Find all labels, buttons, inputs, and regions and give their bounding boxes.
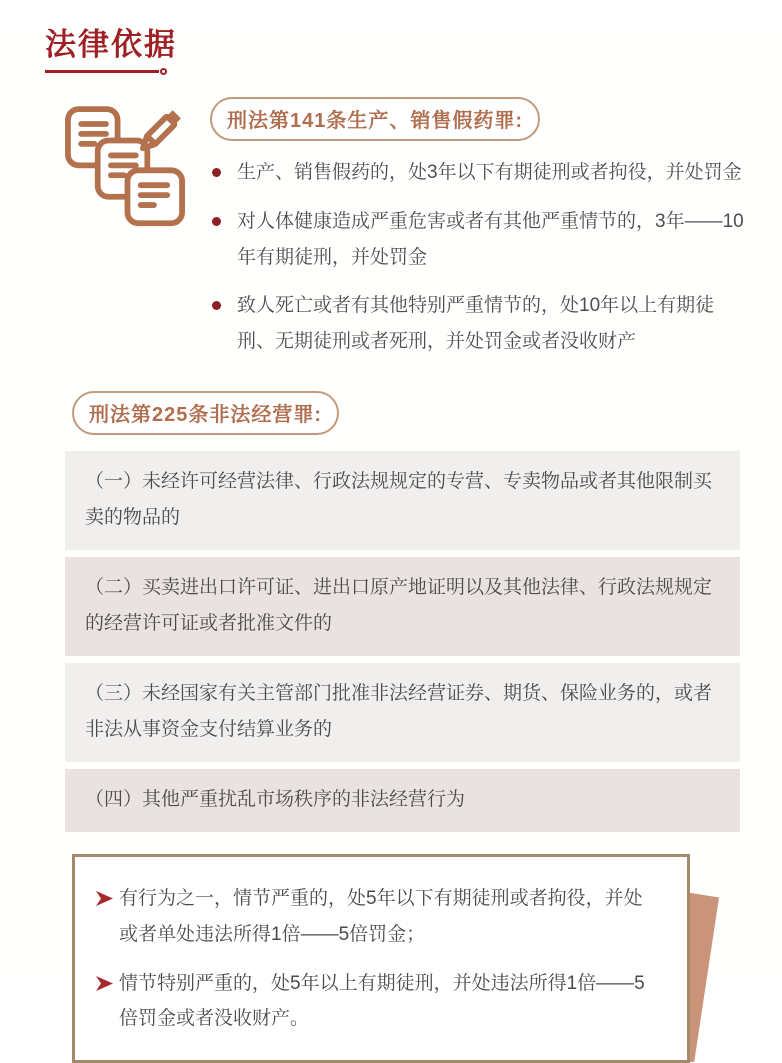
list-item bbox=[65, 663, 740, 762]
page-title: 法律依据 bbox=[45, 27, 177, 62]
list-item-text: （一）未经许可经营法律、行政法规规定的专营、专卖物品或者其他限制买卖的物品的 bbox=[85, 470, 713, 528]
arrow-right-icon bbox=[95, 966, 119, 1036]
penalty-box bbox=[72, 854, 690, 1063]
underline-end-ring bbox=[160, 68, 167, 75]
article-141-content bbox=[210, 97, 750, 373]
bullet-text: 对人体健康造成严重危害或者有其他严重情节的，3年——10年有期徒刑，并处罚金 bbox=[237, 210, 744, 268]
title-underline bbox=[45, 68, 167, 75]
section-article-225 bbox=[72, 391, 782, 833]
offense-list bbox=[65, 451, 740, 833]
list-item bbox=[65, 769, 740, 832]
penalty-text: 有行为之一，情节严重的，处5年以下有期徒刑或者拘役，并处或者单处违法所得1倍——5倍罚金； bbox=[119, 888, 643, 945]
article-225-label: 刑法第225条非法经营罪: bbox=[72, 391, 339, 435]
underline-rule bbox=[45, 70, 159, 73]
list-item-text: （三）未经国家有关主管部门批准非法经营证券、期货、保险业务的，或者非法从事资金支付结算业务的 bbox=[85, 683, 713, 741]
article-141-label: 刑法第141条生产、销售假药罪: bbox=[210, 97, 540, 141]
penalty-section bbox=[72, 854, 690, 1063]
bullet-item bbox=[210, 288, 750, 359]
title-block bbox=[45, 26, 782, 75]
bullet-dot-icon bbox=[212, 168, 221, 177]
penalty-text: 情节特别严重的，处5年以上有期徒刑，并处违法所得1倍——5倍罚金或者没收财产。 bbox=[119, 972, 645, 1029]
article-141-bullet-list bbox=[210, 155, 750, 360]
penalty-item bbox=[95, 966, 661, 1036]
corner-wedge-decoration bbox=[688, 892, 719, 1062]
documents-with-pen-icon bbox=[58, 103, 192, 231]
infographic-page bbox=[0, 26, 782, 1029]
list-item-text: （四）其他严重扰乱市场秩序的非法经营行为 bbox=[85, 789, 466, 811]
list-item bbox=[65, 451, 740, 550]
bullet-text: 生产、销售假药的，处3年以下有期徒刑或者拘役，并处罚金 bbox=[237, 162, 742, 184]
section-article-141 bbox=[58, 97, 782, 373]
bullet-dot-icon bbox=[212, 217, 221, 226]
penalty-item bbox=[95, 881, 661, 951]
bullet-item bbox=[210, 155, 750, 191]
bullet-dot-icon bbox=[212, 301, 221, 310]
bullet-item bbox=[210, 204, 750, 275]
list-item bbox=[65, 557, 740, 656]
bullet-text: 致人死亡或者有其他特别严重情节的，处10年以上有期徒刑、无期徒刑或者死刑，并处罚金或者没收财产 bbox=[237, 295, 715, 353]
arrow-right-icon bbox=[95, 881, 119, 951]
icon-column bbox=[58, 97, 210, 373]
list-item-text: （二）买卖进出口许可证、进出口原产地证明以及其他法律、行政法规规定的经营许可证或者批准文件的 bbox=[85, 576, 713, 635]
